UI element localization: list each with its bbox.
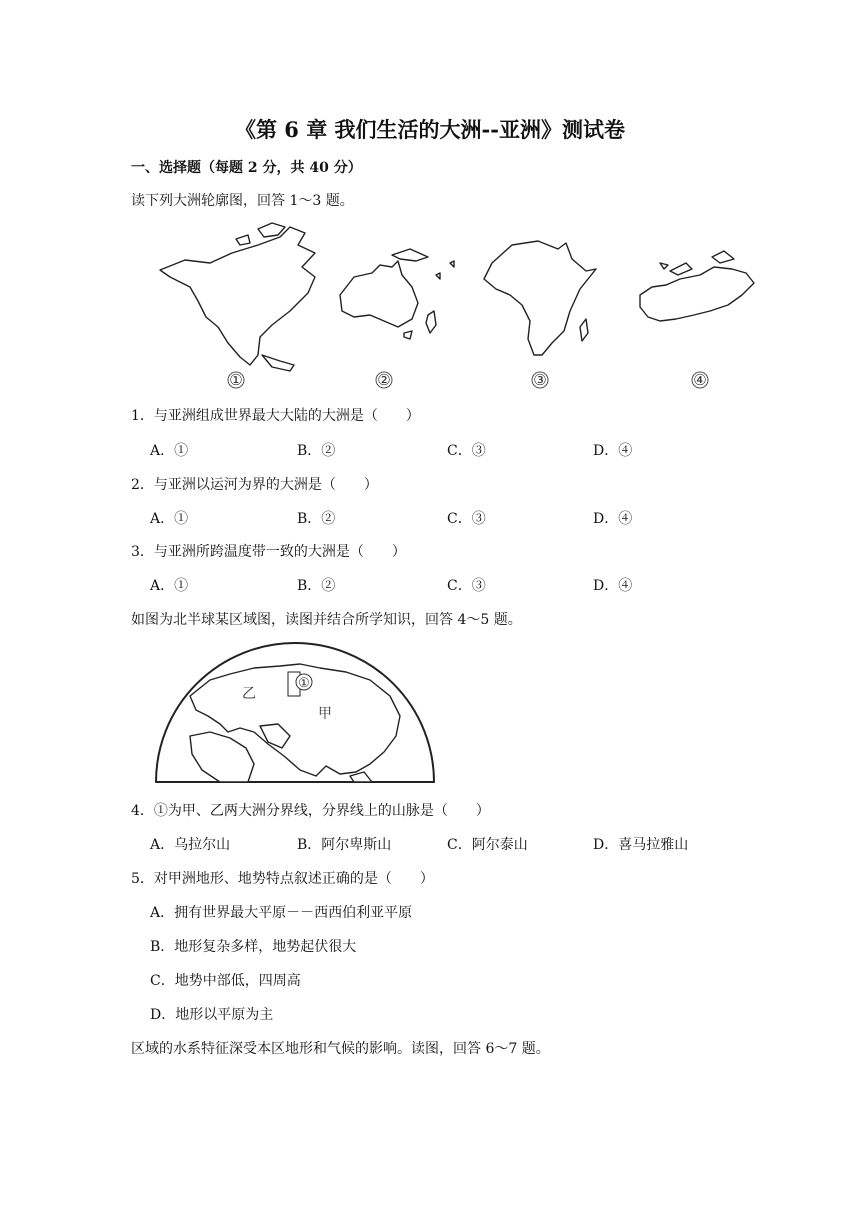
q5-option-c: C．地势中部低，四周高 [150, 973, 301, 989]
q1-option-a: A．① [150, 443, 189, 459]
q2-option-c: C．③ [447, 511, 486, 527]
question-1-stem: 1．与亚洲组成世界最大大陆的大洲是（ ） [131, 408, 420, 424]
q1-option-d: D．④ [593, 443, 633, 459]
q1-option-c: C．③ [447, 443, 486, 459]
jia-label: 甲 [318, 706, 332, 722]
oceania-outline [340, 249, 454, 339]
question-4-stem: 4．①为甲、乙两大洲分界线，分界线上的山脉是（ ） [131, 803, 490, 819]
intro-text-3: 区域的水系特征深受本区地形和气候的影响。读图，回答 6～7 题。 [131, 1041, 550, 1057]
q2-option-d: D．④ [593, 511, 633, 527]
q2-option-b: B．② [297, 511, 336, 527]
q4-option-d: D．喜马拉雅山 [593, 837, 689, 853]
q5-option-d: D．地形以平原为主 [150, 1007, 274, 1023]
map-label-1: ① [229, 371, 243, 389]
q3-option-a: A．① [150, 578, 189, 594]
north-america-outline [160, 223, 315, 371]
page-title: 《第 6 章 我们生活的大洲--亚洲》测试卷 [235, 117, 625, 142]
q1-option-b: B．② [297, 443, 336, 459]
q5-option-b: B．地形复杂多样，地势起伏很大 [150, 939, 357, 955]
yi-label: 乙 [242, 686, 256, 702]
q3-option-d: D．④ [593, 578, 633, 594]
section-heading: 一、选择题（每题 2 分，共 40 分） [131, 160, 362, 176]
intro-text-2: 如图为北半球某区域图，读图并结合所学知识，回答 4～5 题。 [131, 612, 522, 628]
question-3-stem: 3．与亚洲所跨温度带一致的大洲是（ ） [131, 544, 406, 560]
map-label-3: ③ [533, 371, 547, 389]
q4-option-b: B．阿尔卑斯山 [297, 837, 392, 853]
africa-outline [484, 241, 596, 355]
northern-hemisphere-map [150, 636, 440, 786]
q3-option-c: C．③ [447, 578, 486, 594]
q5-option-a: A．拥有世界最大平原－－西西伯利亚平原 [150, 905, 413, 921]
map-label-4: ④ [693, 371, 707, 389]
boundary-mark-label: ① [298, 676, 310, 691]
q2-option-a: A．① [150, 511, 189, 527]
q4-option-a: A．乌拉尔山 [150, 837, 231, 853]
question-5-stem: 5．对甲洲地形、地势特点叙述正确的是（ ） [131, 871, 434, 887]
question-2-stem: 2．与亚洲以运河为界的大洲是（ ） [131, 477, 378, 493]
map-label-2: ② [377, 371, 391, 389]
continent-map-labels [228, 371, 708, 389]
intro-text-1: 读下列大洲轮廓图，回答 1～3 题。 [131, 193, 354, 209]
q3-option-b: B．② [297, 578, 336, 594]
q4-option-c: C．阿尔泰山 [447, 837, 528, 853]
europe-outline [640, 251, 754, 321]
continent-outline-maps [140, 215, 770, 395]
